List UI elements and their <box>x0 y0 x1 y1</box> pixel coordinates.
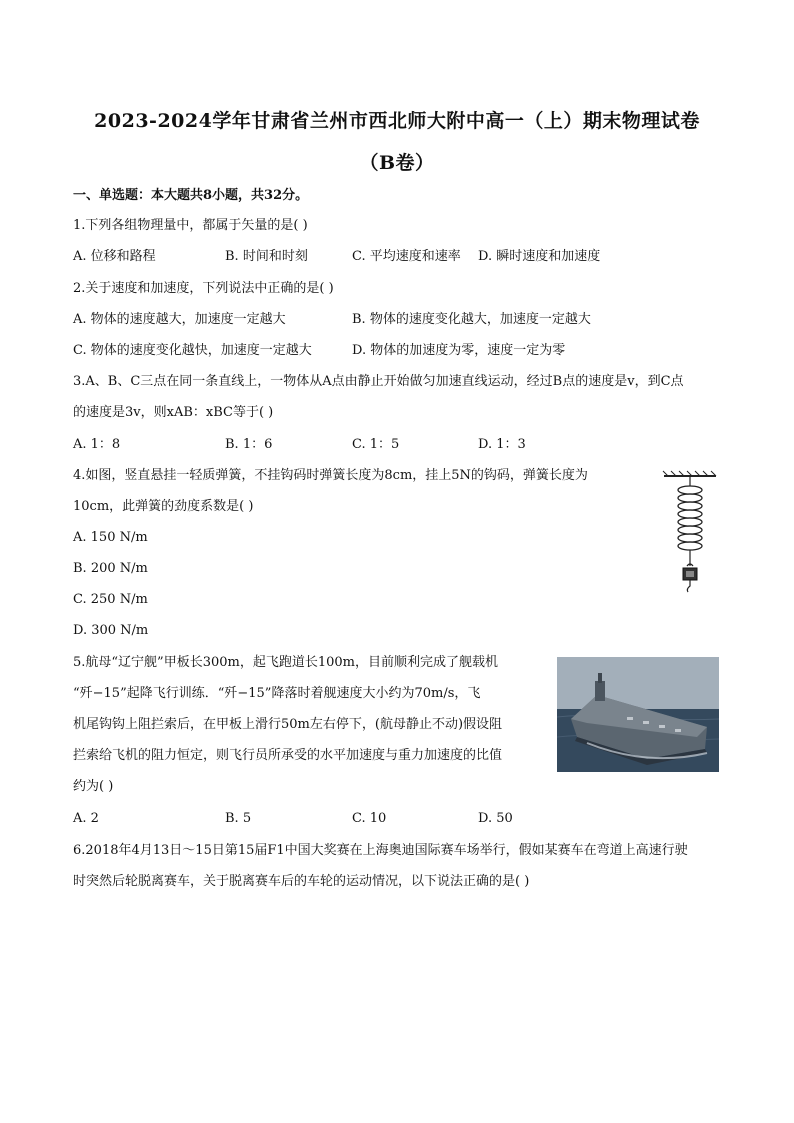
q6-stem-line1: 6.2018年4月13日～15日第15届F1中国大奖赛在上海奥迪国际赛车场举行，假如某赛车在弯道上高速行驶 <box>73 843 688 858</box>
q3-option-b: B. 1：6 <box>225 437 273 452</box>
q5-stem-line2: “歼−15”起降飞行训练．“歼−15”降落时着舰速度大小约为70m/s，飞 <box>73 686 481 701</box>
q1-option-a: A. 位移和路程 <box>73 249 156 264</box>
q5-option-a: A. 2 <box>73 811 99 826</box>
q5-stem-line4: 拦索给飞机的阻力恒定，则飞行员所承受的水平加速度与重力加速度的比值 <box>73 748 503 763</box>
q4-option-c: C. 250 N/m <box>73 592 148 607</box>
q4-option-b: B. 200 N/m <box>73 561 148 576</box>
hanging-spring-figure <box>660 470 720 610</box>
q3-stem-line2: 的速度是3v，则xAB：xBC等于( ) <box>73 405 274 420</box>
aircraft-carrier-photo <box>557 657 719 772</box>
q5-option-c: C. 10 <box>352 811 387 826</box>
q2-stem: 2.关于速度和加速度，下列说法中正确的是( ) <box>73 281 334 296</box>
q2-option-a: A. 物体的速度越大，加速度一定越大 <box>73 312 286 327</box>
q5-stem-line5: 约为( ) <box>73 779 114 794</box>
q4-stem-line2: 10cm，此弹簧的劲度系数是( ) <box>73 499 254 514</box>
q1-option-b: B. 时间和时刻 <box>225 249 308 264</box>
q5-option-b: B. 5 <box>225 811 252 826</box>
q3-stem-line1: 3.A、B、C三点在同一条直线上，一物体从A点由静止开始做匀加速直线运动，经过B点的速度是v，到C点 <box>73 374 684 389</box>
q3-option-d: D. 1：3 <box>478 437 526 452</box>
exam-title: 2023-2024学年甘肃省兰州市西北师大附中高一（上）期末物理试卷 <box>94 110 700 132</box>
q4-option-d: D. 300 N/m <box>73 623 149 638</box>
q2-option-b: B. 物体的速度变化越大，加速度一定越大 <box>352 312 591 327</box>
q3-option-a: A. 1：8 <box>73 437 121 452</box>
q5-stem-line3: 机尾钩钩上阻拦索后，在甲板上滑行50m左右停下，(航母静止不动)假设阻 <box>73 717 503 732</box>
q4-option-a: A. 150 N/m <box>73 530 148 545</box>
q5-stem-line1: 5.航母“辽宁舰”甲板长300m，起飞跑道长100m，目前顺利完成了舰载机 <box>73 655 498 670</box>
q3-option-c: C. 1：5 <box>352 437 400 452</box>
q4-stem-line1: 4.如图，竖直悬挂一轻质弹簧，不挂钩码时弹簧长度为8cm，挂上5N的钩码，弹簧长度为 <box>73 468 588 483</box>
q2-option-d: D. 物体的加速度为零，速度一定为零 <box>352 343 566 358</box>
q2-option-c: C. 物体的速度变化越快，加速度一定越大 <box>73 343 312 358</box>
exam-title-paper: （B卷） <box>359 152 435 174</box>
q6-stem-line2: 时突然后轮脱离赛车，关于脱离赛车后的车轮的运动情况，以下说法正确的是( ) <box>73 874 530 889</box>
section-heading: 一、单选题：本大题共8小题，共32分。 <box>73 188 309 203</box>
q1-option-c: C. 平均速度和速率 <box>352 249 461 264</box>
q1-stem: 1.下列各组物理量中，都属于矢量的是( ) <box>73 218 308 233</box>
q5-option-d: D. 50 <box>478 811 513 826</box>
q1-option-d: D. 瞬时速度和加速度 <box>478 249 601 264</box>
